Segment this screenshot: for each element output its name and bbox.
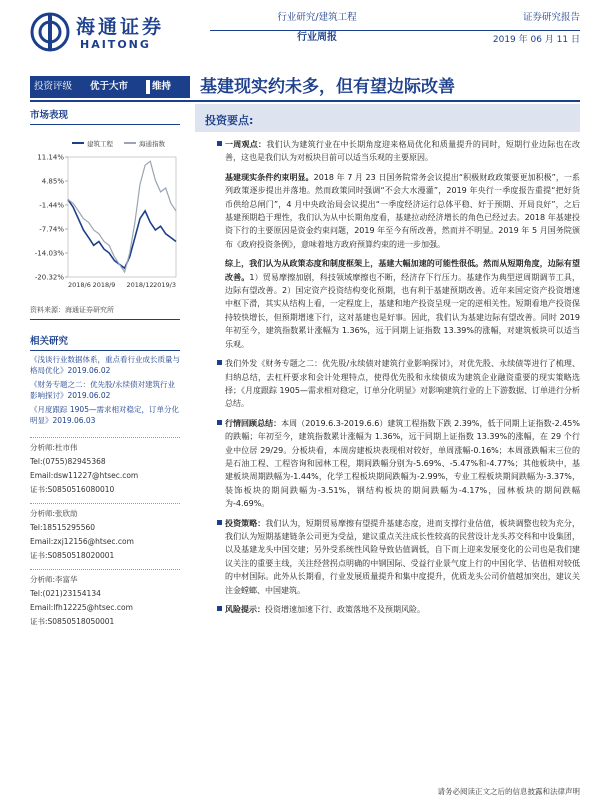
- series-line-construction: [68, 200, 176, 269]
- analyst-email[interactable]: Email:zxj12156@htsec.com: [30, 537, 134, 546]
- series-line-haitong-index: [68, 161, 176, 272]
- legend-label: 海通指数: [139, 140, 165, 148]
- logo-en-text: HAITONG: [80, 38, 151, 51]
- page-title: 基建现实约未多，但有望边际改善: [200, 77, 455, 97]
- y-tick-label: -20.32%: [34, 273, 64, 282]
- bullet-icon: [217, 420, 222, 425]
- haitong-logo-icon: [30, 12, 70, 52]
- analyst-list: [30, 431, 180, 629]
- keypoints-body: [195, 138, 580, 616]
- paragraph-text: 我们认为建筑行业在中长期角度迎来格局优化和质量提升的同时，短期行业边际也在改善，这也是我们认为对板块目前可以适当乐观的主要原因。: [225, 140, 580, 163]
- x-tick-label: 2018/6: [68, 281, 91, 289]
- header-center: [262, 8, 372, 48]
- rating-separator: [146, 80, 150, 94]
- keypoint-paragraph: [195, 417, 580, 511]
- keypoint-paragraph: [195, 257, 580, 351]
- paragraph-text: 我们外发《财务专题之二：优先股/永续债对建筑行业影响探讨》，对优先股、永续债等进行了梳理、归纳总结，去杠杆要求和会计处理特点，使得优先股和永续债成为建筑企业融资重要的现实策略选择；《月度跟踪 1905—需求相对稳定，订单分化明显》对影响建筑行业的上下游数据、订单进行分析总结。: [225, 359, 580, 409]
- x-tick-label: 2019/3: [153, 281, 176, 289]
- analyst-tel: Tel:(021)23154134: [30, 589, 101, 598]
- report-category: 行业研究/建筑工程: [277, 12, 357, 23]
- footer-disclaimer: 请务必阅读正文之后的信息披露和法律声明: [437, 787, 580, 796]
- report-type: 行业周报: [297, 32, 337, 43]
- related-item[interactable]: 《财务专题之二：优先股/永续债对建筑行业影响探讨》2019.06.02: [30, 380, 176, 400]
- related-item[interactable]: 《浅谈行业数据体系，重点看行业成长质量与格局优化》2019.06.02: [30, 355, 180, 375]
- keypoint-paragraph: [195, 603, 580, 616]
- keypoint-paragraph: [195, 517, 580, 597]
- paragraph-lead: 综上，我们认为从政策态度和制度框架上，基建大幅加速的可能性很低。然而从短期角度，边际有望改善。: [225, 259, 580, 282]
- analyst-card: [30, 563, 180, 629]
- paragraph-text: 本周（2019.6.3-2019.6.6）建筑工程指数下跌 2.39%，低于同期上证指数-2.45%的跌幅；年初至今，建筑指数累计涨幅为 1.36%，远于同期上证指数 13.39%的涨幅，在 29 个行业中位居 29/29。分板块看，本周房建板块表现相对较好，单周涨幅-0.16%；本周涨跌幅末三位的是石油工程、工程咨询和园林工程，期间跌幅分别为-5.69%、-5.47%和-4.77%；其他板块中，基建板块周期跌幅为-1.44%，化学工程板块期间跌幅为-2.99%，专业工程板块期间跌幅为-3.37%，装饰板块的期间跌幅为-3.51%，钢结构板块的期间跌幅为-4.17%，园林板块的期间跌幅为-4.69%。: [225, 418, 580, 509]
- keypoint-paragraph: [195, 171, 580, 251]
- keypoint-paragraph: [195, 357, 580, 411]
- paragraph-lead: 投资策略：: [225, 518, 266, 528]
- logo-cn-text: 海通证券: [76, 16, 165, 38]
- y-tick-label: -7.74%: [39, 225, 64, 234]
- x-tick-label: 2018/9: [92, 281, 116, 289]
- main-content: [195, 104, 580, 794]
- y-tick-label: -1.44%: [39, 201, 64, 210]
- bullet-icon: [217, 606, 222, 611]
- header-right: [455, 8, 580, 50]
- y-tick-label: -14.03%: [34, 249, 64, 258]
- bullet-icon: [217, 360, 222, 365]
- title-bar: [30, 76, 580, 98]
- analyst-name: 分析师:杜市伟: [30, 437, 180, 455]
- analyst-cert: 证书:S0850518050001: [30, 617, 115, 626]
- bullet-icon: [217, 141, 222, 146]
- rating-label: 投资评级: [34, 81, 73, 92]
- sidebar: [30, 104, 180, 794]
- related-item[interactable]: 《月度跟踪 1905—需求相对稳定，订单分化明显》2019.06.03: [30, 405, 179, 425]
- paragraph-lead: 基建现实条件约束明显。: [225, 172, 314, 182]
- report-date: 2019 年 06 月 11 日: [492, 35, 580, 45]
- paragraph-text: 2018 年 7 月 23 日国务院常务会议提出“积极财政政策要更加积极”，一系列政策逐步提出并落地。然而政策同时强调“不会大水漫灌”，2019 年央行一季度报告重提“把好货币供给总闸门”，4 月中央政治局会议提出“一季度经济运行总体平稳、好于预期、开局良好”，之后基建预期趋于理性，我们认为从中长期角度看，基建拉动经济增长的角色已经过去。2018 年基建投资下行的主要原因是资金约束问题，2019 年至今有所改善，然而并不明显。2019 年 5 月国务院颁布《政府投资条例》，意味着地方政府预算约束的进一步加强。: [225, 172, 580, 249]
- x-tick-label: 2018/12: [126, 281, 154, 289]
- market-chart: [30, 129, 180, 289]
- analyst-card: [30, 431, 180, 497]
- analyst-email[interactable]: Email:dsw11227@htsec.com: [30, 471, 139, 480]
- paragraph-lead: 一周观点：: [225, 140, 267, 149]
- y-tick-label: 11.14%: [37, 153, 64, 162]
- market-performance-heading: 市场表现: [30, 104, 180, 125]
- analyst-tel: Tel:(0755)82945368: [30, 457, 106, 466]
- analyst-name: 分析师:李富华: [30, 569, 180, 587]
- paragraph-text: 我们认为，短期贸易摩擦有望提升基建态度，进而支撑行业估值，板块调整也较为充分，我们认为短期基建链条公司更为受益，建议重点关注成长性较高的民营设计龙头苏交科和中设集团，以及基建龙头中国交建；另外受系统性风险导致估值调低，自下而上迎来发展变化的公司也是我们建议关注的重要主线，关注经营拐点明确的中钢国际、受益行业景气度上行的中国化学、估值相对较低的中材国际。此外从长期看，行业发展质量提升和集中度提升，优质龙头公司价值越加突出，建议关注金螳螂、中国建筑。: [225, 518, 581, 595]
- paragraph-text: 1）贸易摩擦加剧，科技领域摩擦也不断，经济存下行压力。基建作为典型逆周期调节工具，边际有望改善。2）国定资产投资结构变化预期，也有利于基建预期改善。近年来国定资产投资增速中枢下滑，其实从结构上看，一定程度上，基建和地产投资呈现一定的逆相关性。短期看地产投资保持较快增长，但预期增速下行，这对基建也是好事。因此，我们认为基建边际有望改善。同时 2019 年初至今，建筑指数累计涨幅为 1.36%，远于同期上证指数 13.39%的涨幅，对建筑板块可以适当乐观。: [225, 272, 581, 349]
- paragraph-lead: 行情回顾总结：: [225, 418, 282, 428]
- analyst-email[interactable]: Email:lfh12225@htsec.com: [30, 603, 133, 612]
- analyst-name: 分析师:张欣劼: [30, 503, 180, 521]
- title-underline: [30, 100, 580, 102]
- chart-frame: [68, 157, 176, 277]
- bullet-icon: [217, 520, 222, 525]
- paragraph-lead: 风险提示：: [225, 605, 265, 614]
- market-chart-svg: [30, 129, 180, 289]
- keypoints-heading: 投资要点:: [195, 104, 580, 132]
- analyst-cert: 证书:S0850516080010: [30, 485, 115, 494]
- analyst-card: [30, 497, 180, 563]
- related-research: [30, 330, 180, 426]
- haitong-logo: [30, 10, 180, 56]
- y-tick-label: 4.85%: [41, 177, 64, 186]
- report-label: 证券研究报告: [522, 12, 580, 23]
- paragraph-text: 投资增速加速下行、政策落地不及预期风险。: [265, 605, 425, 614]
- page-header: [0, 0, 600, 62]
- chart-source: 资料来源：海通证券研究所: [30, 305, 180, 320]
- analyst-cert: 证书:S0850518020001: [30, 551, 115, 560]
- rating-box: [30, 76, 190, 98]
- analyst-tel: Tel:18515295560: [30, 523, 96, 532]
- legend-label: 建筑工程: [87, 140, 113, 148]
- rating-action: 维持: [152, 81, 172, 92]
- keypoint-paragraph: [195, 138, 580, 165]
- related-heading: 相关研究: [30, 330, 180, 351]
- rating-value: 优于大市: [90, 81, 129, 92]
